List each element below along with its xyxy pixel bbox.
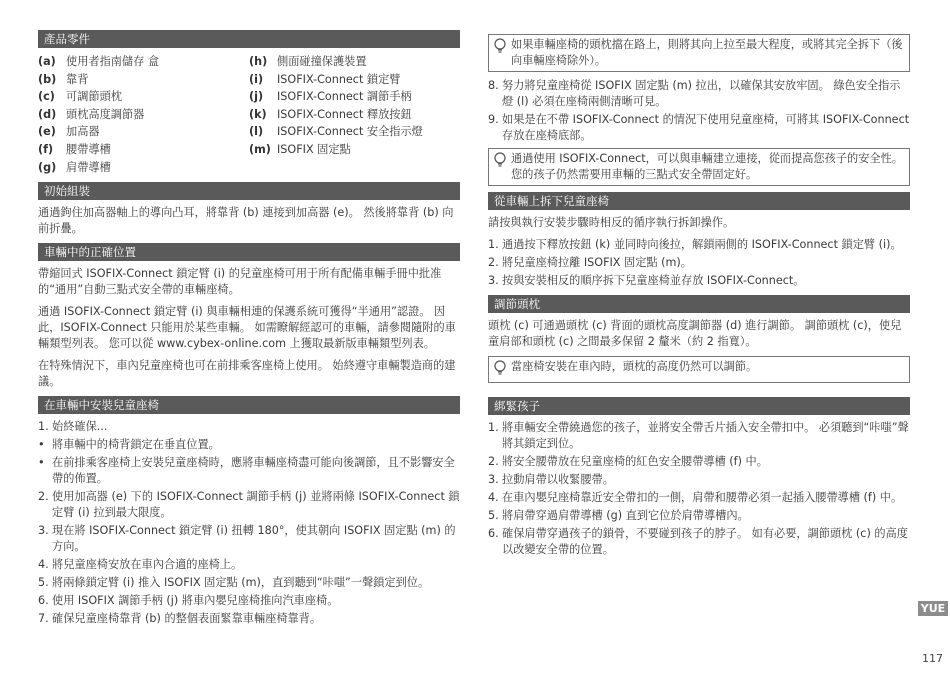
part-label: ISOFIX-Connect 釋放按鈕: [277, 107, 412, 121]
step-text: 將車輛中的椅背鎖定在垂直位置。: [52, 438, 220, 452]
step-item: [488, 78, 910, 110]
step-text: 確保肩帶穿過孩子的鎖骨，不要碰到孩子的脖子。 如有必要，調節頭枕 (c) 的高度以改變安全帶的位置。: [502, 527, 908, 556]
step-item: [38, 455, 460, 487]
right-column: [488, 30, 910, 560]
part-item: [38, 106, 249, 124]
step-text: 在前排乘客座椅上安裝兒童座椅時，應將車輛座椅盡可能向後調節，且不影響安全帶的佈置。: [52, 456, 455, 486]
note-box-headrest: [488, 34, 910, 72]
part-label: ISOFIX-Connect 鎖定臂: [277, 72, 401, 86]
step-text: 現在將 ISOFIX-Connect 鎖定臂 (i) 扭轉 180°，使其朝向 ISOFIX 固定點 (m) 的方向。: [52, 524, 456, 554]
page-number: 117: [922, 652, 943, 665]
part-key: (d): [38, 107, 57, 121]
step-number: 1.: [488, 238, 499, 251]
step-item: [488, 472, 910, 488]
part-item: [38, 88, 249, 106]
step-number: 2.: [38, 490, 49, 504]
part-key: (c): [38, 90, 55, 104]
step-text: 將肩帶穿過肩帶導槽 (g) 直到它位於肩帶導槽內。: [502, 509, 749, 522]
part-item: [249, 141, 460, 159]
parts-column-2: [249, 53, 460, 176]
removal-intro: 請按與執行安裝步驟時相反的循序執行拆卸操作。: [488, 216, 735, 229]
install-steps-continued: [488, 78, 910, 144]
step-text: 按與安裝相反的順序拆下兒童座椅並存放 ISOFIX-Connect。: [502, 274, 805, 287]
section-header-secure: 綁緊孩子: [488, 397, 910, 415]
part-key: (b): [38, 72, 57, 86]
parts-list: [38, 53, 460, 176]
step-item: [38, 575, 460, 591]
part-label: 頭枕高度調節器: [66, 107, 145, 121]
install-steps: [38, 419, 460, 627]
step-text: 確保兒童座椅靠背 (b) 的整個表面緊靠車輛座椅靠背。: [52, 612, 322, 626]
section-header-install: 在車輛中安裝兒童座椅: [38, 396, 460, 414]
step-number: •: [38, 456, 45, 470]
step-number: 7.: [38, 612, 49, 626]
part-label: ISOFIX-Connect 調節手柄: [277, 90, 412, 104]
step-number: 2.: [488, 455, 499, 468]
step-text: 將兩條鎖定臂 (i) 推入 ISOFIX 固定點 (m)，直到聽到“咔嗤”一聲鎖定到位。: [52, 576, 430, 590]
position-paragraph-2: 通過 ISOFIX-Connect 鎖定臂 (i) 與車輛相連的保護系統可獲得“半通用”認證。 因此，ISOFIX-Connect 只能用於某些車輛。 如需瞭解經認可的車輛，請參閱隨附的車輛類型列表。 您可以從 www.cybex-online.com 上獲取最新版車輛類型列表。: [38, 305, 456, 351]
part-key: (l): [249, 125, 264, 139]
part-key: (i): [249, 72, 264, 86]
step-number: 3.: [488, 473, 499, 486]
headrest-text: 頭枕 (c) 可通過頭枕 (c) 背面的頭枕高度調節器 (d) 進行調節。 調節頭枕 (c)，使兒童肩部和頭枕 (c) 之間最多保留 2 釐米（約 2 指寬）。: [488, 319, 902, 348]
part-item: [249, 106, 460, 124]
section-header-headrest: 調節頭枕: [488, 295, 910, 313]
step-number: 2.: [488, 256, 499, 269]
part-label: 可調節頭枕: [66, 90, 122, 104]
part-item: [249, 88, 460, 106]
step-text: 在車內嬰兒座椅靠近安全帶扣的一側，肩帶和腰帶必須一起插入腰帶導槽 (f) 中。: [502, 491, 903, 504]
section-header-parts: 產品零件: [38, 30, 460, 48]
part-key: (j): [249, 90, 264, 104]
part-label: 加高器: [66, 125, 100, 139]
step-text: 將車輛安全帶繞過您的孩子，並將安全帶舌片插入安全帶扣中。 必須聽到“咔嗤”聲將其鎖定到位。: [502, 421, 909, 450]
part-item: [38, 53, 249, 71]
part-key: (f): [38, 142, 54, 156]
step-text: 如果是在不帶 ISOFIX-Connect 的情況下使用兒童座椅，可將其 ISOFIX-Connect 存放在座椅底部。: [502, 113, 910, 142]
note-text: 當座椅安裝在車內時，頭枕的高度仍然可以調節。: [511, 360, 758, 373]
left-column: [38, 30, 460, 629]
part-label: 側面碰撞保護裝置: [277, 55, 367, 68]
step-number: 4.: [38, 558, 49, 572]
step-number: 3.: [488, 274, 499, 287]
part-item: [38, 123, 249, 141]
step-item: [488, 490, 910, 506]
step-item: [488, 255, 910, 271]
step-item: [488, 112, 910, 144]
step-item: [38, 611, 460, 627]
parts-column-1: [38, 53, 249, 176]
step-item: [38, 557, 460, 573]
step-item: [488, 237, 910, 253]
step-item: [38, 523, 460, 555]
step-text: 拉動肩帶以收緊腰帶。: [502, 473, 614, 486]
position-paragraph-1: 帶縮回式 ISOFIX-Connect 鎖定臂 (i) 的兒童座椅可用于所有配備車輛手冊中批准的“通用”自動三點式安全帶的車輛座椅。: [38, 267, 442, 297]
step-item: [488, 420, 910, 452]
part-label: 腰帶導槽: [66, 142, 111, 156]
step-text: 使用加高器 (e) 下的 ISOFIX-Connect 調節手柄 (j) 並將兩條 ISOFIX-Connect 鎖定臂 (i) 拉到最大限度。: [52, 490, 460, 520]
position-paragraph-3: 在特殊情況下，車內兒童座椅也可在前排乘客座椅上使用。 始終遵守車輛製造商的建議。: [38, 359, 456, 389]
step-number: •: [38, 438, 45, 452]
step-item: [38, 593, 460, 609]
part-label: 靠背: [66, 72, 89, 86]
part-key: (e): [38, 125, 56, 139]
step-number: 5.: [38, 576, 49, 590]
step-item: [488, 526, 910, 558]
part-key: (h): [249, 55, 268, 68]
removal-steps: [488, 237, 910, 289]
part-key: (g): [38, 160, 57, 174]
part-item: [38, 141, 249, 159]
section-header-initial: 初始組裝: [38, 182, 460, 200]
part-label: 肩帶導槽: [66, 160, 111, 174]
note-text: 通過使用 ISOFIX-Connect，可以與車輛建立連接，從而提高您孩子的安全性。 您的孩子仍然需要用車輛的三點式安全帶固定好。: [511, 152, 903, 181]
part-key: (k): [249, 107, 267, 121]
step-item: [488, 508, 910, 524]
step-number: 9.: [488, 113, 499, 126]
secure-steps: [488, 420, 910, 558]
step-number: 4.: [488, 491, 499, 504]
step-item: [488, 273, 910, 289]
part-label: ISOFIX-Connect 安全指示燈: [277, 125, 423, 139]
step-text: 將安全腰帶放在兒童座椅的紅色安全腰帶導槽 (f) 中。: [502, 455, 768, 468]
step-text: 將兒童座椅拉離 ISOFIX 固定點 (m)。: [502, 256, 692, 269]
step-number: 6.: [38, 594, 49, 608]
initial-assembly-text: 通過鉤住加高器軸上的導向凸耳，將靠背 (b) 連接到加高器 (e)。 然後將靠背 (b) 向前折疊。: [38, 206, 454, 236]
note-box-isofix: [488, 148, 910, 186]
section-header-position: 車輛中的正確位置: [38, 243, 460, 261]
step-number: 8.: [488, 79, 499, 92]
lightbulb-icon: [493, 151, 511, 172]
step-text: 通過按下釋放按鈕 (k) 並同時向後拉，解鎖兩側的 ISOFIX-Connect 鎖定臂 (i)。: [502, 238, 902, 251]
step-text: 使用 ISOFIX 調節手柄 (j) 將車內嬰兒座椅推向汽車座椅。: [52, 594, 339, 608]
step-number: 5.: [488, 509, 499, 522]
part-label: ISOFIX 固定點: [277, 142, 351, 156]
lightbulb-icon: [493, 37, 511, 58]
part-item: [249, 53, 460, 71]
part-item: [38, 71, 249, 89]
step-number: 1.: [488, 421, 499, 434]
part-item: [249, 71, 460, 89]
lightbulb-icon: [493, 359, 511, 380]
step-item: [38, 489, 460, 521]
section-header-removal: 從車輛上拆下兒童座椅: [488, 192, 910, 210]
part-key: (a): [38, 55, 56, 68]
language-tag: YUE: [918, 601, 948, 616]
note-box-headrest-adjust: [488, 356, 910, 383]
step-text: 努力將兒童座椅從 ISOFIX 固定點 (m) 拉出，以確保其安放牢固。 綠色安全指示燈 (l) 必須在座椅兩側清晰可見。: [502, 79, 901, 108]
step-item: [38, 437, 460, 453]
step-number: 6.: [488, 527, 499, 540]
step-number: 3.: [38, 524, 49, 538]
step-text: 始終確保...: [52, 420, 108, 434]
note-text: 如果車輛座椅的頭枕擋在路上，則將其向上拉至最大程度，或將其完全拆下（後向車輛座椅除外）。: [511, 38, 903, 67]
step-item: [488, 454, 910, 470]
step-item: [38, 419, 460, 435]
part-label: 使用者指南儲存 盒: [66, 55, 160, 68]
part-key: (m): [249, 142, 271, 156]
step-number: 1.: [38, 420, 49, 434]
part-item: [38, 159, 249, 177]
step-text: 將兒童座椅安放在車內合適的座椅上。: [52, 558, 243, 572]
part-item: [249, 123, 460, 141]
